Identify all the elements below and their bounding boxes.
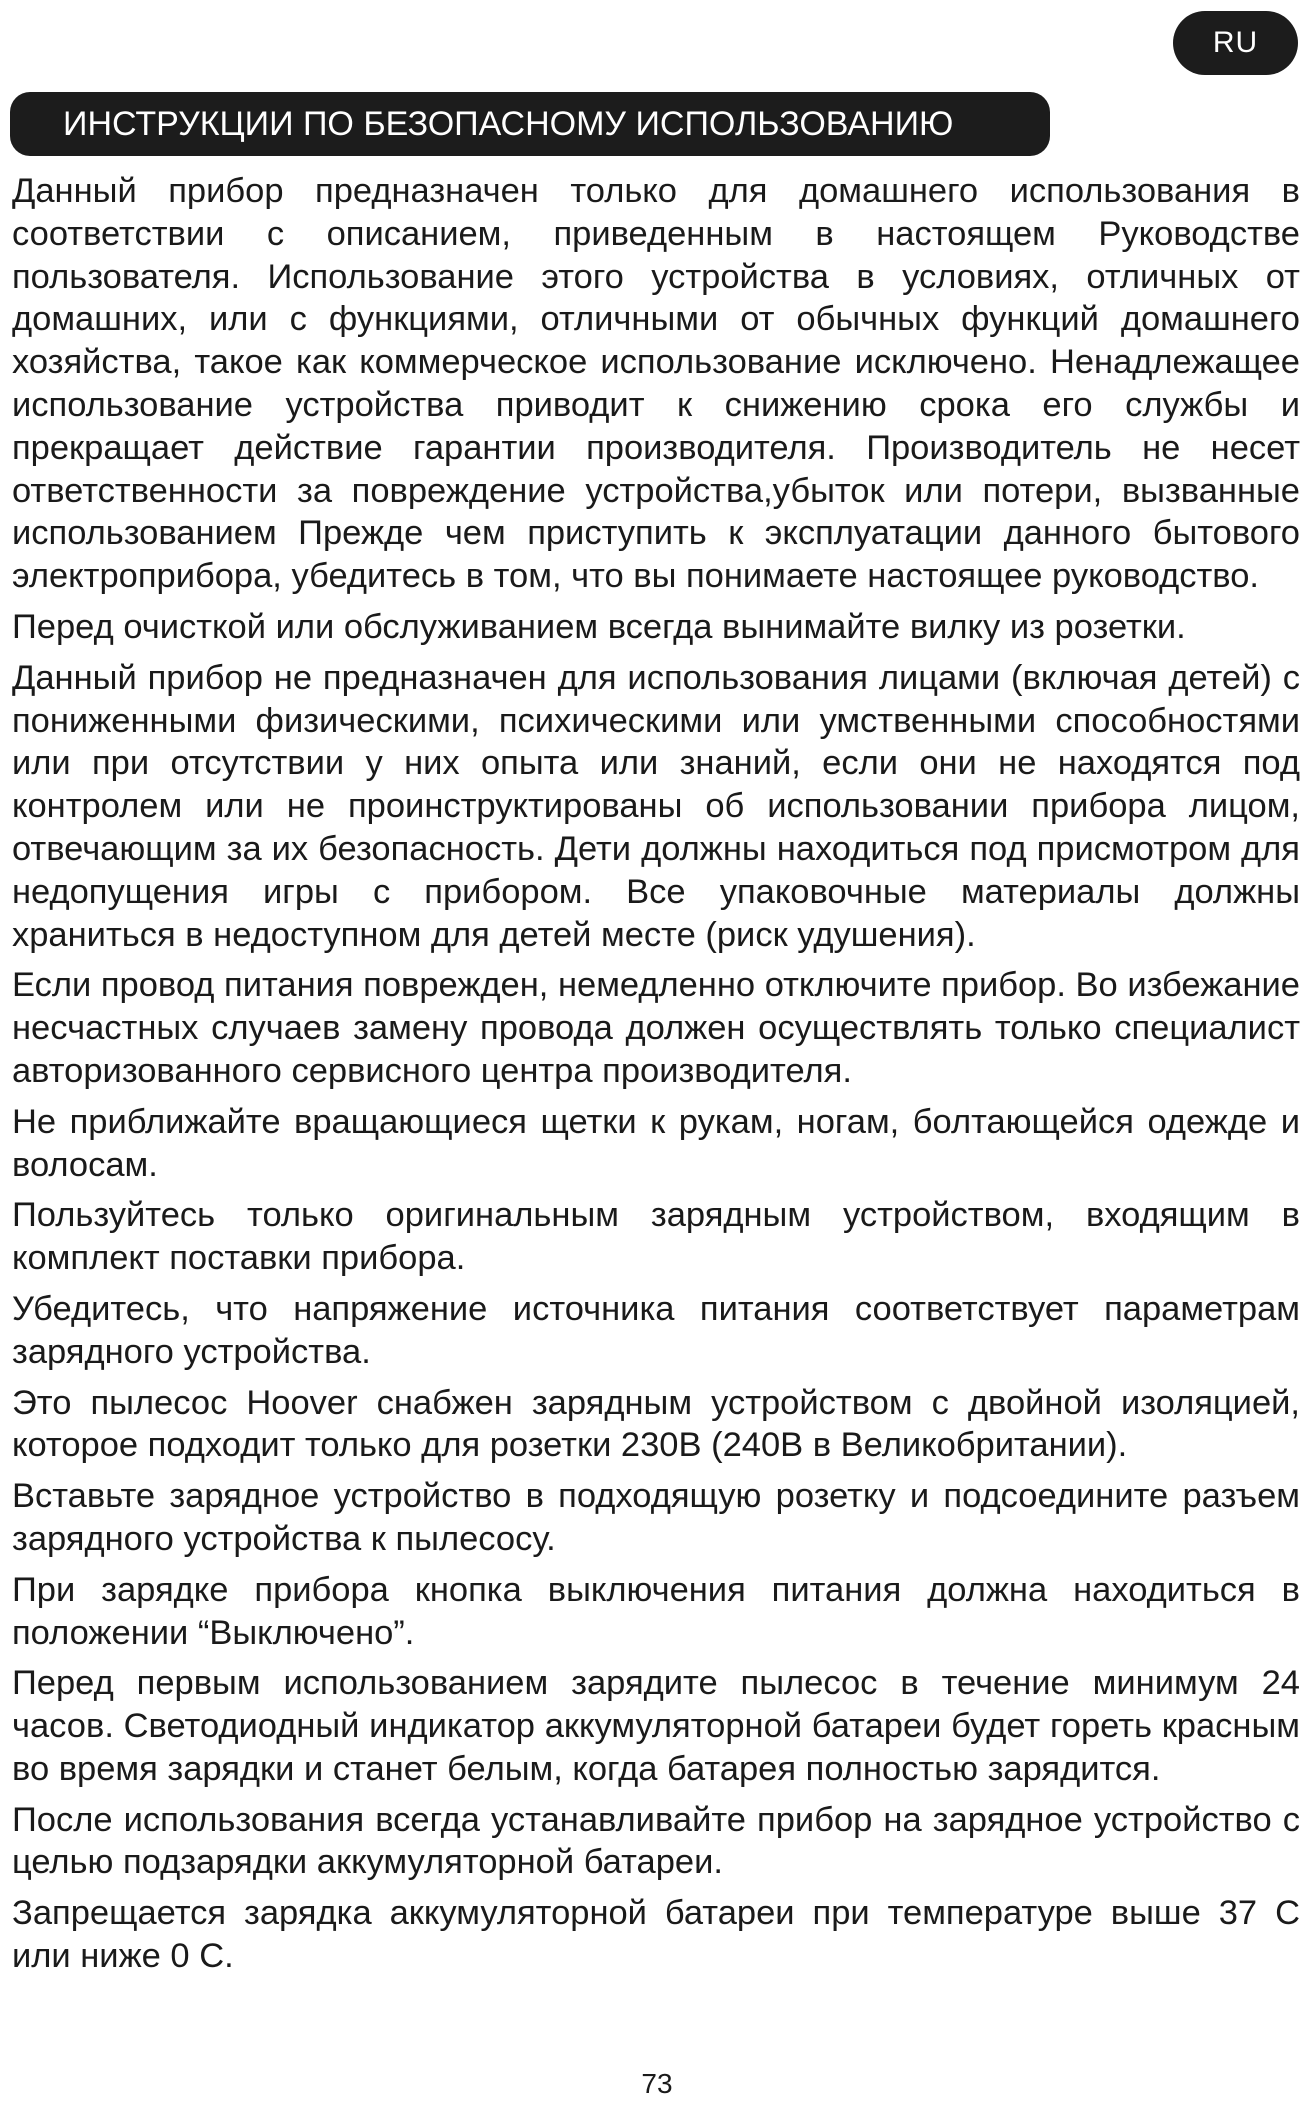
section-title: ИНСТРУКЦИИ ПО БЕЗОПАСНОМУ ИСПОЛЬЗОВАНИЮ — [10, 92, 1050, 156]
paragraph-power-off-while-charging: При зарядке прибора кнопка выключения питания должна находиться в положении “Выключено”. — [12, 1570, 1300, 1652]
paragraph-damaged-cord: Если провод питания поврежден, немедленно отключите прибор. Во избежание несчастных случаев замену провода должен осуществлять только специалист авторизованного сервисного центра производителя. — [12, 966, 1300, 1090]
paragraph-temperature-limits: Запрещается зарядка аккумуляторной батареи при температуре выше 37 С или ниже 0 С. — [12, 1894, 1300, 1976]
page-number: 73 — [641, 2068, 673, 2099]
paragraph-first-charge: Перед первым использованием зарядите пылесос в течение минимум 24 часов. Светодиодный индикатор аккумуляторной батареи будет гореть красным во время зарядки и станет белым, когда батарея полностью зарядится. — [12, 1664, 1300, 1788]
paragraph-original-charger: Пользуйтесь только оригинальным зарядным устройством, входящим в комплект поставки прибора. — [12, 1196, 1300, 1278]
paragraph-double-insulation: Это пылесос Hoover снабжен зарядным устройством с двойной изоляцией, которое подходит только для розетки 230В (240В в Великобритании). — [12, 1383, 1300, 1465]
paragraph-unplug-before-cleaning: Перед очисткой или обслуживанием всегда вынимайте вилку из розетки. — [12, 607, 1186, 646]
paragraph-intended-use: Данный прибор предназначен только для домашнего использования в соответствии с описанием, приведенным в настоящем Руководстве пользователя. Использование этого устройства в условиях, отличных от домашних, или с функциями, отличными от обычных функций домашнего хозяйства, такое как коммерческое использование исключено. Ненадлежащее использование устройства приводит к снижению срока его службы и прекращает действие гарантии производителя. Производитель не несет ответственности за повреждение устройства,убыток или потери, вызванные использованием Прежде чем приступить к эксплуатации данного бытового электроприбора, убедитесь в том, что вы понимаете настоящее руководство. — [12, 172, 1300, 596]
paragraph-connect-charger: Вставьте зарядное устройство в подходящую розетку и подсоедините разъем зарядного устройства к пылесосу. — [12, 1477, 1300, 1558]
instructions-body — [12, 170, 1300, 1986]
language-badge: RU — [1173, 11, 1298, 75]
paragraph-recharge-after-use: После использования всегда устанавливайте прибор на зарядное устройство с целью подзарядки аккумуляторной батареи. — [12, 1800, 1300, 1882]
paragraph-rotating-brushes: Не приближайте вращающиеся щетки к рукам, ногам, болтающейся одежде и волосам. — [12, 1102, 1300, 1184]
paragraph-voltage-check: Убедитесь, что напряжение источника питания соответствует параметрам зарядного устройства. — [12, 1289, 1300, 1371]
paragraph-restricted-users: Данный прибор не предназначен для использования лицами (включая детей) с пониженными физическими, психическими или умственными способностями или при отсутствии у них опыта или знаний, если они не находятся под контролем или не проинструктированы об использовании прибора лицом, отвечающим за их безопасность. Дети должны находиться под присмотром для недопущения игры с прибором. Все упаковочные материалы должны храниться в недоступном для детей месте (риск удушения). — [12, 658, 1300, 954]
